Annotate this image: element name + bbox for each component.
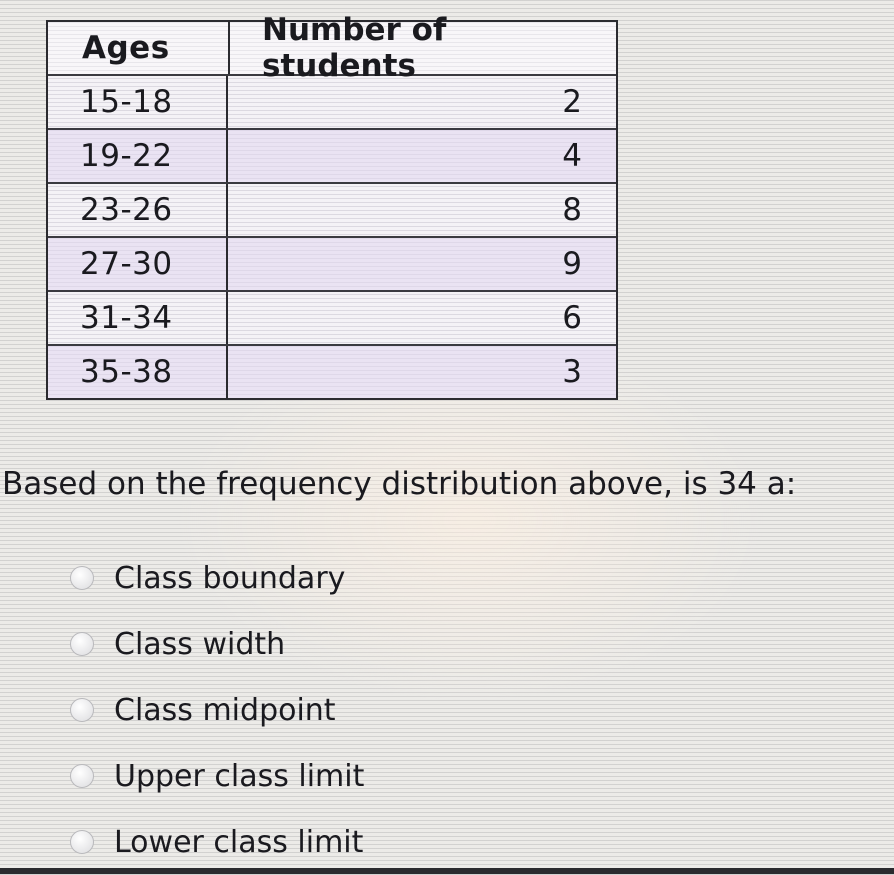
table-row: [48, 346, 616, 398]
radio-button[interactable]: [70, 830, 94, 854]
age-cell: 23-26: [48, 184, 228, 236]
question-text: Based on the frequency distribution above, is 34 a:: [2, 466, 797, 502]
header-ages: Ages: [48, 22, 230, 74]
count-cell: 6: [562, 300, 582, 336]
age-cell: 35-38: [48, 346, 228, 398]
option-label: Class midpoint: [114, 692, 336, 728]
table-row: [48, 130, 616, 184]
table-header-row: [48, 12, 616, 84]
age-cell: 19-22: [48, 130, 228, 182]
table-row: [48, 76, 616, 130]
header-number-of-students: Number of students: [262, 12, 447, 84]
frequency-table: [46, 12, 618, 400]
option-class-width[interactable]: [70, 611, 570, 677]
count-cell: 9: [562, 246, 582, 282]
count-cell: 3: [562, 354, 582, 390]
radio-button[interactable]: [70, 632, 94, 656]
age-cell: 31-34: [48, 292, 228, 344]
count-cell: 2: [562, 84, 582, 120]
option-class-boundary[interactable]: [70, 545, 570, 611]
option-class-midpoint[interactable]: [70, 677, 570, 743]
option-upper-class-limit[interactable]: [70, 743, 570, 809]
table-row: [48, 184, 616, 238]
count-cell: 4: [562, 138, 582, 174]
option-label: Lower class limit: [114, 824, 364, 860]
radio-button[interactable]: [70, 764, 94, 788]
option-label: Class width: [114, 626, 286, 662]
radio-button[interactable]: [70, 698, 94, 722]
table-row: [48, 238, 616, 292]
table-row: [48, 292, 616, 346]
age-cell: 15-18: [48, 76, 228, 128]
option-label: Upper class limit: [114, 758, 365, 794]
option-label: Class boundary: [114, 560, 346, 596]
radio-button[interactable]: [70, 566, 94, 590]
screen-bezel: [0, 868, 894, 874]
option-lower-class-limit[interactable]: [70, 809, 570, 875]
answer-options: [70, 545, 570, 875]
age-cell: 27-30: [48, 238, 228, 290]
count-cell: 8: [562, 192, 582, 228]
